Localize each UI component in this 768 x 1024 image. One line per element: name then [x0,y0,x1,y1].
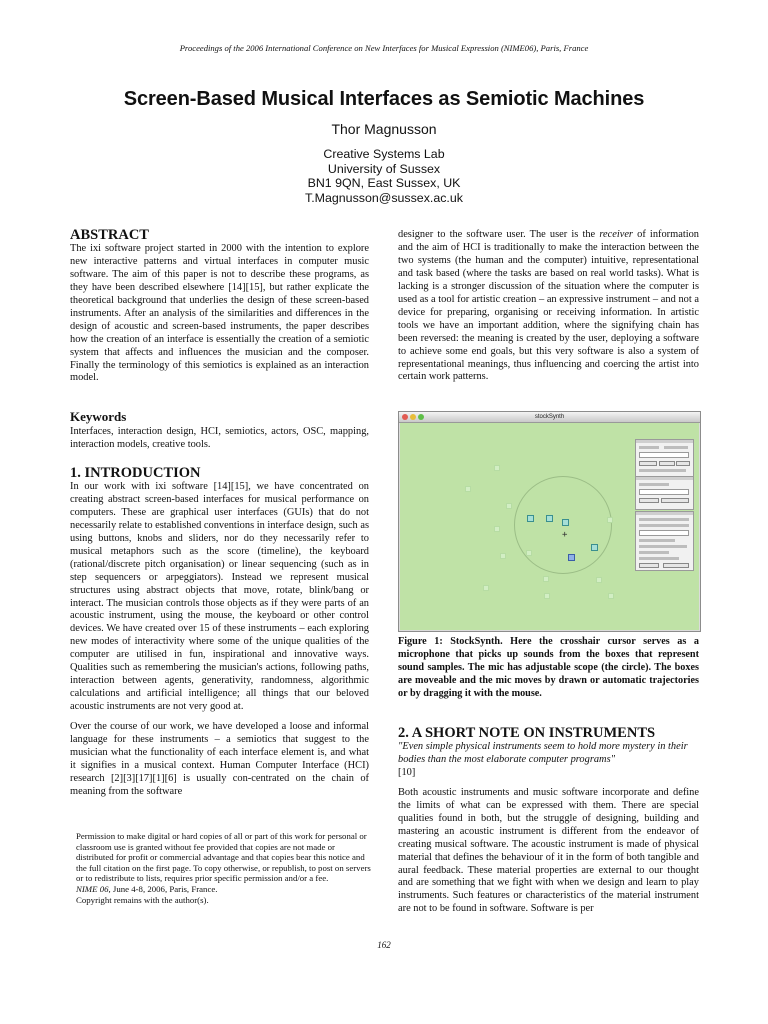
zoom-window-icon [418,414,424,420]
window-title: stockSynth [534,414,565,420]
sample-box [608,593,614,599]
panel-button[interactable] [639,563,659,568]
abstract-section [70,229,369,385]
sample-canvas [400,423,699,630]
abstract-text: The ixi software project started in 2000 with the intention to explore new interactive patterns and virtual interfaces in computer music software. The aim of this paper is not to describe these programs, as they have been described elsewhere [14][15], but rather explicate the theoretical background that underlies the design of these screen-based instruments. After an analysis of the similarities and differences in the design of acoustic and screen-based instruments, the paper describes how the creation of an interface is essentially the creation of a semiotic system that affects and influences the musician and the composer. Finally the terminology of this semiotics is explained as an interaction model. [70,242,369,384]
scope-slider[interactable] [639,530,689,536]
stocksynth-screenshot [398,411,701,632]
keywords-section [70,411,369,452]
section-2-heading: 2. A SHORT NOTE ON INSTRUMENTS [398,725,656,741]
venue-details: , June 4-8, 2006, Paris, France. [108,883,218,894]
file-field[interactable] [639,489,689,495]
author-name: Thor Magnusson [331,121,437,137]
sample-box [494,526,500,532]
affiliation-lab: Creative Systems Lab [323,147,445,161]
permission-text: Permission to make digital or hard copies of all or part of this work for personal or classroom use is granted without fee provided that copies are not made or distributed for profit or commercial advantage and that copies bear this notice and the full citation on the first page. To copy otherwise, or republish, to post on servers or to redistribute to lists, requires prior specific permission and/or a fee. [76,831,371,884]
proceedings-header: Proceedings of the 2006 International Conference on New Interfaces for Musical Expression (NIME06), Paris, France [179,43,589,53]
sample-box [500,553,506,559]
section-2-paragraph: Both acoustic instruments and music software incorporate and define the limits of what can be expressed with them. There are special qualities found in both, but the struggle of designing, building and mastering an acoustic instrument is different from the endeavor of creating musical software. The acoustic instrument is made of physical material that defines the behaviour of it in the form of both tangible and aural feedback. These material properties are external to our thought and are something that we fight with when we design and learn to play instruments. Such features or characteristics of the material instrument are not to be found in software. Software is per [398,786,699,915]
sample-box [562,519,569,526]
receiver-emphasis: receiver [599,229,633,240]
paper-title: Screen-Based Musical Interfaces as Semiotic Machines [123,88,645,110]
sample-box [607,517,613,523]
caption-text: Figure 1: StockSynth. Here the crosshair cursor serves as a microphone that picks up sounds from the boxes that represent sound samples. The mic has adjustable scope (the circle). The boxes are moveable and the mic moves by drawn or automatic trajectories or by dragging it with the mouse. [398,636,699,699]
sample-box [543,576,549,582]
mic-settings-panel [635,511,694,571]
panel-button[interactable] [659,461,675,466]
sample-box [568,554,575,561]
sample-field[interactable] [639,452,689,458]
sample-box [465,486,471,492]
sample-box [596,577,602,583]
sample-box [544,593,550,599]
affiliation-email: T.Magnusson@sussex.ac.uk [305,191,463,206]
rights-line: Copyright remains with the author(s). [76,894,209,905]
venue-line [76,884,371,895]
panel-button[interactable] [676,461,690,466]
introduction-section [70,467,369,799]
introduction-heading: 1. INTRODUCTION [70,465,201,481]
keywords-heading: Keywords [70,409,127,424]
close-window-icon [402,414,408,420]
figure-caption [398,636,699,701]
section-2 [398,727,699,916]
continuation-paragraph: designer to the software user. The user is the receiver of information and the aim of HCI is traditionally to make the interaction between the two systems (the human and the computer) intuitive, representational and task based (where the tasks are based on real world tasks). What is lacking is a stronger discussion of the situation where the computer is used as a tool for artistic creation – an expressive instrument – and not a device for preparing, organising or receiving information. In artistic tools we have an important addition, where the signifying chain has been reversed: the meaning is created by the user, deploying a software to achieve some end goals, but this very software is also a system of representational meanings, thus influencing and coercing the artist into certain work patterns. [398,229,699,383]
sample-box [527,515,534,522]
quote-reference: [10] [398,766,416,778]
sample-box [526,550,532,556]
keywords-text: Interfaces, interaction design, HCI, semiotics, actors, OSC, mapping, interaction models, creative tools. [70,425,369,450]
introduction-paragraph-1: In our work with ixi software [14][15], we have concentrated on creating abstract screen-based interfaces for musical performance on computers. These are graphical user interfaces (GUIs) that do not necessarily relate to established conventions in interface design, such as using buttons, knobs and sliders, nor do they necessarily refer to musical metaphors such as the score (timeline), the keyboard (rational/discrete pitch organisation) or linear sequencing (such as in step sequencers or arpeggiators). Instead we represent musical structures using abstract objects that move, rotate, blink/bang or interact. The musician controls those objects as if they were parts of an acoustic instrument, using the mouse, the keyboard or other control devices. We have created over 15 of these instruments – each exploring new modes of interactivity where some of the unique qualities of the computer are utilised in fun, inspirational and innovative ways. Qualities such as remembering the musician's actions, following paths, interaction between agents, generativity, randomness, algorithmic calculations and artificial intelligence; all things that our beloved acoustic instruments are not very good at. [70,480,369,713]
crosshair-mic-icon[interactable]: + [562,530,568,540]
page-number: 162 [377,940,391,950]
sample-box [506,503,512,509]
section-2-quote: "Even simple physical instruments seem to hold more mystery in their bodies than the most elaborate computer programs" [10] [398,740,688,778]
panel-button[interactable] [661,498,689,503]
affiliation-university: University of Sussex [327,161,441,176]
right-column-continuation [398,229,699,384]
panel-button[interactable] [639,498,659,503]
file-controls-panel [635,476,694,510]
abstract-heading: ABSTRACT [70,227,149,243]
sample-box [546,515,553,522]
venue-name: NIME 06 [76,883,109,894]
window-titlebar [399,412,700,423]
sample-box [483,585,489,591]
copyright-notice [76,831,371,905]
minimize-window-icon [410,414,416,420]
sample-box [494,465,500,471]
introduction-paragraph-2: Over the course of our work, we have developed a loose and informal language for these instruments – a semiotics that suggest to the musician what the functionality of each interface element is, and what it signifies in a musical context. Human Computer Interface (HCI) research [2][3][17][1][6] is usually con-centrated on the chain of meaning from the software [70,721,369,797]
author-affiliation [0,147,768,206]
panel-button[interactable] [663,563,689,568]
affiliation-address: BN1 9QN, East Sussex, UK [307,176,461,191]
sample-box [591,544,598,551]
panel-button[interactable] [639,461,657,466]
